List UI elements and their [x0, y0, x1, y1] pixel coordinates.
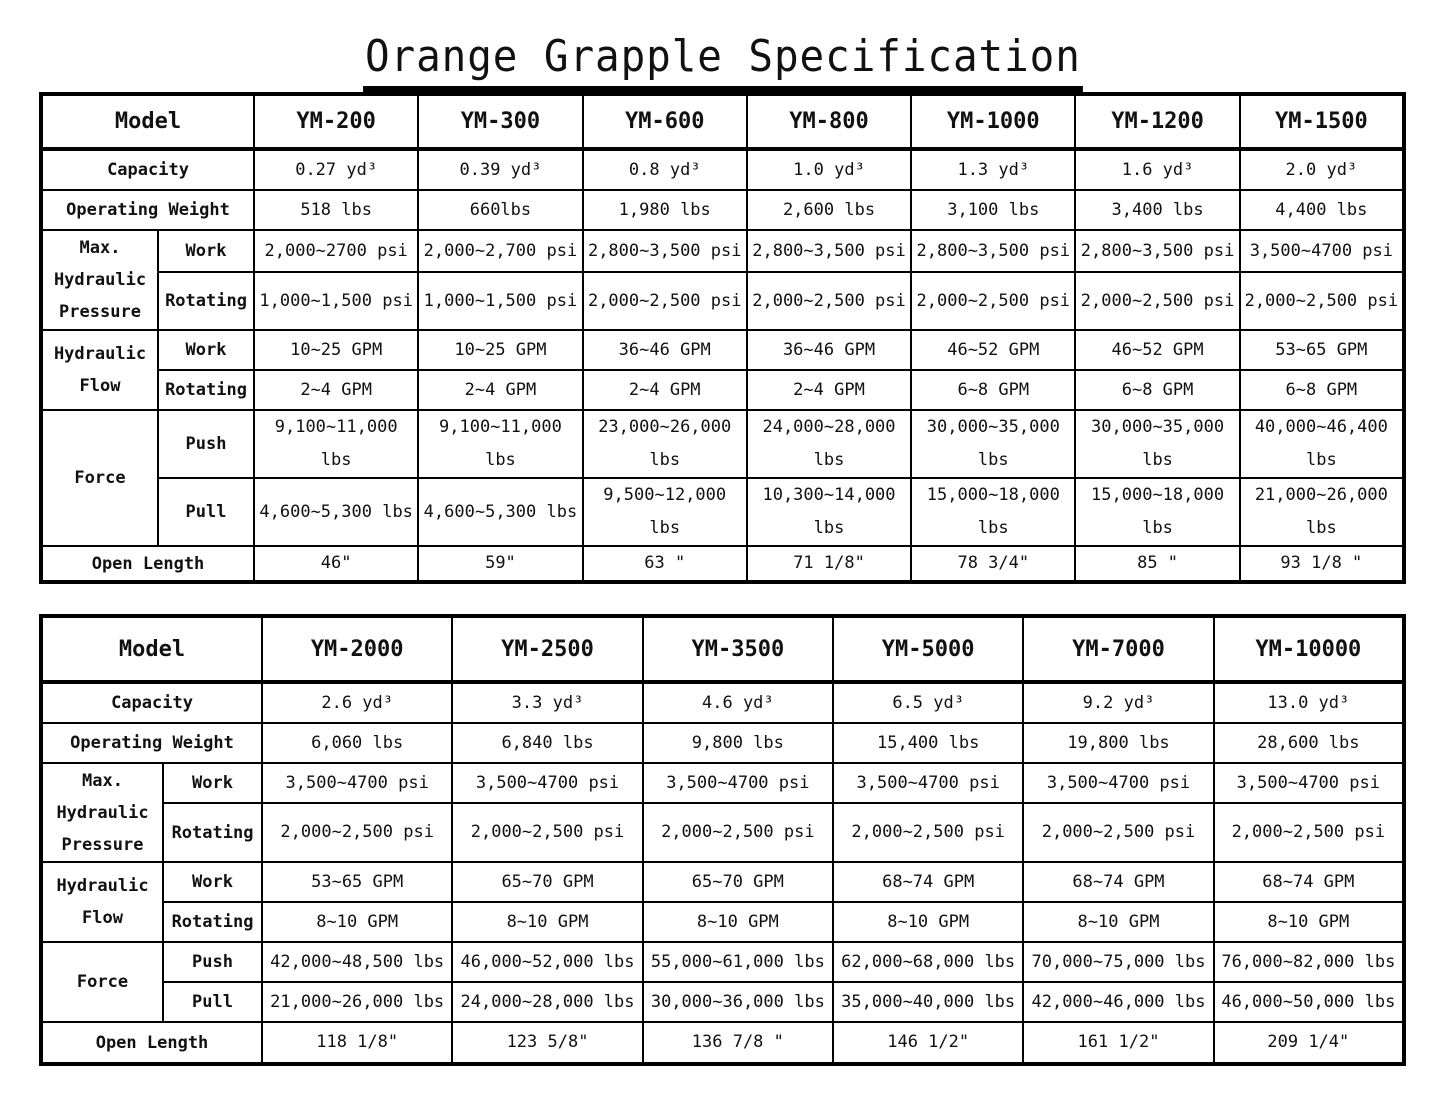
label-line: Flow — [79, 376, 121, 396]
force-pull-cell: 30,000~36,000 lbs — [643, 982, 833, 1022]
open-length-cell: 46" — [254, 546, 418, 582]
capacity-cell: 13.0 yd³ — [1214, 682, 1404, 723]
row-capacity — [41, 682, 1404, 723]
flow-work-cell: 68~74 GPM — [833, 862, 1023, 902]
force-push-cell: 62,000~68,000 lbs — [833, 942, 1023, 982]
flow-rotating-cell: 6~8 GPM — [1240, 370, 1404, 410]
label-rotating: Rotating — [163, 902, 262, 942]
capacity-cell: 3.3 yd³ — [452, 682, 642, 723]
label-line: Max. — [79, 238, 121, 258]
pressure-work-cell: 3,500~4700 psi — [1240, 230, 1404, 272]
flow-rotating-cell: 8~10 GPM — [1023, 902, 1213, 942]
flow-work-cell: 68~74 GPM — [1214, 862, 1404, 902]
force-pull-cell: 24,000~28,000 lbs — [452, 982, 642, 1022]
weight-cell: 3,100 lbs — [911, 190, 1075, 230]
pressure-work-cell: 3,500~4700 psi — [452, 763, 642, 803]
open-length-cell: 63 " — [583, 546, 747, 582]
pressure-work-cell: 2,000~2,700 psi — [418, 230, 582, 272]
force-push-cell: 30,000~35,000 lbs — [911, 410, 1075, 478]
pressure-rotating-cell: 2,000~2,500 psi — [1240, 272, 1404, 330]
label-max-hydraulic-pressure — [41, 763, 163, 862]
label-line: Flow — [82, 908, 123, 928]
label-operating-weight: Operating Weight — [41, 190, 254, 230]
pressure-work-cell: 2,000~2700 psi — [254, 230, 418, 272]
force-push-cell: 40,000~46,400 lbs — [1240, 410, 1404, 478]
force-pull-cell: 21,000~26,000 lbs — [262, 982, 452, 1022]
label-line: Pressure — [59, 302, 141, 322]
spec-table-2 — [39, 614, 1406, 1066]
force-pull-cell: 9,500~12,000 lbs — [583, 478, 747, 546]
label-hydraulic-flow — [41, 330, 158, 410]
flow-work-cell: 53~65 GPM — [1240, 330, 1404, 370]
flow-rotating-cell: 2~4 GPM — [583, 370, 747, 410]
capacity-cell: 1.0 yd³ — [747, 149, 911, 190]
label-line: Hydraulic — [53, 270, 147, 290]
model-cell: YM-7000 — [1023, 616, 1213, 682]
flow-work-cell: 68~74 GPM — [1023, 862, 1213, 902]
label-capacity: Capacity — [41, 682, 262, 723]
pressure-work-cell: 3,500~4700 psi — [1023, 763, 1213, 803]
pressure-rotating-cell: 1,000~1,500 psi — [254, 272, 418, 330]
spec-table-1 — [39, 92, 1406, 584]
row-pressure-rotating — [41, 803, 1404, 862]
flow-work-cell: 36~46 GPM — [583, 330, 747, 370]
open-length-cell: 118 1/8" — [262, 1022, 452, 1064]
force-push-cell: 55,000~61,000 lbs — [643, 942, 833, 982]
weight-cell: 6,840 lbs — [452, 723, 642, 763]
pressure-rotating-cell: 2,000~2,500 psi — [452, 803, 642, 862]
row-pressure-work — [41, 763, 1404, 803]
force-push-cell: 9,100~11,000 lbs — [418, 410, 582, 478]
force-push-cell: 70,000~75,000 lbs — [1023, 942, 1213, 982]
model-cell: YM-2000 — [262, 616, 452, 682]
row-capacity — [41, 149, 1404, 190]
capacity-cell: 2.6 yd³ — [262, 682, 452, 723]
weight-cell: 9,800 lbs — [643, 723, 833, 763]
label-work: Work — [163, 763, 262, 803]
flow-rotating-cell: 2~4 GPM — [418, 370, 582, 410]
label-rotating: Rotating — [158, 272, 254, 330]
row-force-pull — [41, 478, 1404, 546]
page-title: Orange Grapple Specification — [363, 28, 1083, 92]
force-pull-cell: 15,000~18,000 lbs — [1075, 478, 1239, 546]
label-push: Push — [163, 942, 262, 982]
label-work: Work — [158, 330, 254, 370]
label-line: Hydraulic — [53, 344, 147, 364]
force-push-cell: 30,000~35,000 lbs — [1075, 410, 1239, 478]
row-force-push — [41, 942, 1404, 982]
capacity-cell: 0.27 yd³ — [254, 149, 418, 190]
force-pull-cell: 35,000~40,000 lbs — [833, 982, 1023, 1022]
flow-work-cell: 46~52 GPM — [911, 330, 1075, 370]
flow-work-cell: 46~52 GPM — [1075, 330, 1239, 370]
flow-rotating-cell: 8~10 GPM — [452, 902, 642, 942]
pressure-rotating-cell: 2,000~2,500 psi — [1023, 803, 1213, 862]
pressure-rotating-cell: 2,000~2,500 psi — [1075, 272, 1239, 330]
model-cell: YM-300 — [418, 94, 582, 149]
row-model — [41, 616, 1404, 682]
open-length-cell: 146 1/2" — [833, 1022, 1023, 1064]
label-capacity: Capacity — [41, 149, 254, 190]
open-length-cell: 85 " — [1075, 546, 1239, 582]
pressure-rotating-cell: 2,000~2,500 psi — [747, 272, 911, 330]
row-force-pull — [41, 982, 1404, 1022]
force-pull-cell: 46,000~50,000 lbs — [1214, 982, 1404, 1022]
row-operating-weight — [41, 723, 1404, 763]
label-work: Work — [163, 862, 262, 902]
weight-cell: 518 lbs — [254, 190, 418, 230]
capacity-cell: 0.8 yd³ — [583, 149, 747, 190]
weight-cell: 28,600 lbs — [1214, 723, 1404, 763]
model-cell: YM-3500 — [643, 616, 833, 682]
pressure-work-cell: 2,800~3,500 psi — [747, 230, 911, 272]
row-force-push — [41, 410, 1404, 478]
flow-rotating-cell: 8~10 GPM — [833, 902, 1023, 942]
row-operating-weight — [41, 190, 1404, 230]
capacity-cell: 1.3 yd³ — [911, 149, 1075, 190]
open-length-cell: 78 3/4" — [911, 546, 1075, 582]
flow-work-cell: 53~65 GPM — [262, 862, 452, 902]
pressure-rotating-cell: 2,000~2,500 psi — [1214, 803, 1404, 862]
weight-cell: 2,600 lbs — [747, 190, 911, 230]
label-model: Model — [41, 616, 262, 682]
label-pull: Pull — [163, 982, 262, 1022]
model-cell: YM-5000 — [833, 616, 1023, 682]
open-length-cell: 59" — [418, 546, 582, 582]
force-pull-cell: 42,000~46,000 lbs — [1023, 982, 1213, 1022]
pressure-rotating-cell: 2,000~2,500 psi — [911, 272, 1075, 330]
page-title-wrap — [0, 28, 1445, 92]
force-pull-cell: 4,600~5,300 lbs — [254, 478, 418, 546]
row-flow-work — [41, 862, 1404, 902]
force-push-cell: 46,000~52,000 lbs — [452, 942, 642, 982]
flow-rotating-cell: 8~10 GPM — [643, 902, 833, 942]
label-push: Push — [158, 410, 254, 478]
label-rotating: Rotating — [158, 370, 254, 410]
label-force: Force — [41, 410, 158, 546]
weight-cell: 1,980 lbs — [583, 190, 747, 230]
label-max-hydraulic-pressure — [41, 230, 158, 330]
label-pull: Pull — [158, 478, 254, 546]
weight-cell: 3,400 lbs — [1075, 190, 1239, 230]
row-open-length — [41, 546, 1404, 582]
model-cell: YM-10000 — [1214, 616, 1404, 682]
model-cell: YM-1500 — [1240, 94, 1404, 149]
flow-work-cell: 10~25 GPM — [418, 330, 582, 370]
capacity-cell: 0.39 yd³ — [418, 149, 582, 190]
label-line: Pressure — [61, 834, 144, 855]
label-work: Work — [158, 230, 254, 272]
label-line: Hydraulic — [56, 802, 149, 823]
pressure-rotating-cell: 2,000~2,500 psi — [583, 272, 747, 330]
pressure-work-cell: 3,500~4700 psi — [643, 763, 833, 803]
flow-rotating-cell: 6~8 GPM — [911, 370, 1075, 410]
force-push-cell: 24,000~28,000 lbs — [747, 410, 911, 478]
force-pull-cell: 10,300~14,000 lbs — [747, 478, 911, 546]
model-cell: YM-800 — [747, 94, 911, 149]
flow-work-cell: 10~25 GPM — [254, 330, 418, 370]
capacity-cell: 4.6 yd³ — [643, 682, 833, 723]
flow-rotating-cell: 2~4 GPM — [747, 370, 911, 410]
pressure-work-cell: 2,800~3,500 psi — [911, 230, 1075, 272]
row-pressure-rotating — [41, 272, 1404, 330]
force-push-cell: 9,100~11,000 lbs — [254, 410, 418, 478]
row-pressure-work — [41, 230, 1404, 272]
flow-rotating-cell: 6~8 GPM — [1075, 370, 1239, 410]
open-length-cell: 123 5/8" — [452, 1022, 642, 1064]
model-cell: YM-200 — [254, 94, 418, 149]
weight-cell: 19,800 lbs — [1023, 723, 1213, 763]
pressure-rotating-cell: 2,000~2,500 psi — [833, 803, 1023, 862]
flow-rotating-cell: 2~4 GPM — [254, 370, 418, 410]
label-operating-weight: Operating Weight — [41, 723, 262, 763]
row-model — [41, 94, 1404, 149]
open-length-cell: 136 7/8 " — [643, 1022, 833, 1064]
pressure-work-cell: 2,800~3,500 psi — [1075, 230, 1239, 272]
pressure-work-cell: 3,500~4700 psi — [1214, 763, 1404, 803]
model-cell: YM-600 — [583, 94, 747, 149]
flow-rotating-cell: 8~10 GPM — [262, 902, 452, 942]
weight-cell: 15,400 lbs — [833, 723, 1023, 763]
label-line: Hydraulic — [56, 876, 149, 896]
label-force: Force — [41, 942, 163, 1022]
label-rotating: Rotating — [163, 803, 262, 862]
weight-cell: 660lbs — [418, 190, 582, 230]
open-length-cell: 209 1/4" — [1214, 1022, 1404, 1064]
open-length-cell: 93 1/8 " — [1240, 546, 1404, 582]
force-pull-cell: 4,600~5,300 lbs — [418, 478, 582, 546]
weight-cell: 6,060 lbs — [262, 723, 452, 763]
pressure-work-cell: 3,500~4700 psi — [262, 763, 452, 803]
force-pull-cell: 21,000~26,000 lbs — [1240, 478, 1404, 546]
label-model: Model — [41, 94, 254, 149]
label-line: Max. — [82, 770, 123, 791]
force-pull-cell: 15,000~18,000 lbs — [911, 478, 1075, 546]
row-flow-rotating — [41, 370, 1404, 410]
model-cell: YM-1000 — [911, 94, 1075, 149]
force-push-cell: 76,000~82,000 lbs — [1214, 942, 1404, 982]
row-open-length — [41, 1022, 1404, 1064]
pressure-rotating-cell: 1,000~1,500 psi — [418, 272, 582, 330]
model-cell: YM-2500 — [452, 616, 642, 682]
force-push-cell: 42,000~48,500 lbs — [262, 942, 452, 982]
force-push-cell: 23,000~26,000 lbs — [583, 410, 747, 478]
flow-work-cell: 65~70 GPM — [643, 862, 833, 902]
label-hydraulic-flow — [41, 862, 163, 942]
capacity-cell: 9.2 yd³ — [1023, 682, 1213, 723]
pressure-work-cell: 3,500~4700 psi — [833, 763, 1023, 803]
flow-work-cell: 65~70 GPM — [452, 862, 642, 902]
pressure-rotating-cell: 2,000~2,500 psi — [262, 803, 452, 862]
open-length-cell: 161 1/2" — [1023, 1022, 1213, 1064]
open-length-cell: 71 1/8" — [747, 546, 911, 582]
label-open-length: Open Length — [41, 546, 254, 582]
label-open-length: Open Length — [41, 1022, 262, 1064]
pressure-work-cell: 2,800~3,500 psi — [583, 230, 747, 272]
weight-cell: 4,400 lbs — [1240, 190, 1404, 230]
pressure-rotating-cell: 2,000~2,500 psi — [643, 803, 833, 862]
flow-rotating-cell: 8~10 GPM — [1214, 902, 1404, 942]
flow-work-cell: 36~46 GPM — [747, 330, 911, 370]
row-flow-work — [41, 330, 1404, 370]
row-flow-rotating — [41, 902, 1404, 942]
capacity-cell: 1.6 yd³ — [1075, 149, 1239, 190]
capacity-cell: 6.5 yd³ — [833, 682, 1023, 723]
capacity-cell: 2.0 yd³ — [1240, 149, 1404, 190]
model-cell: YM-1200 — [1075, 94, 1239, 149]
